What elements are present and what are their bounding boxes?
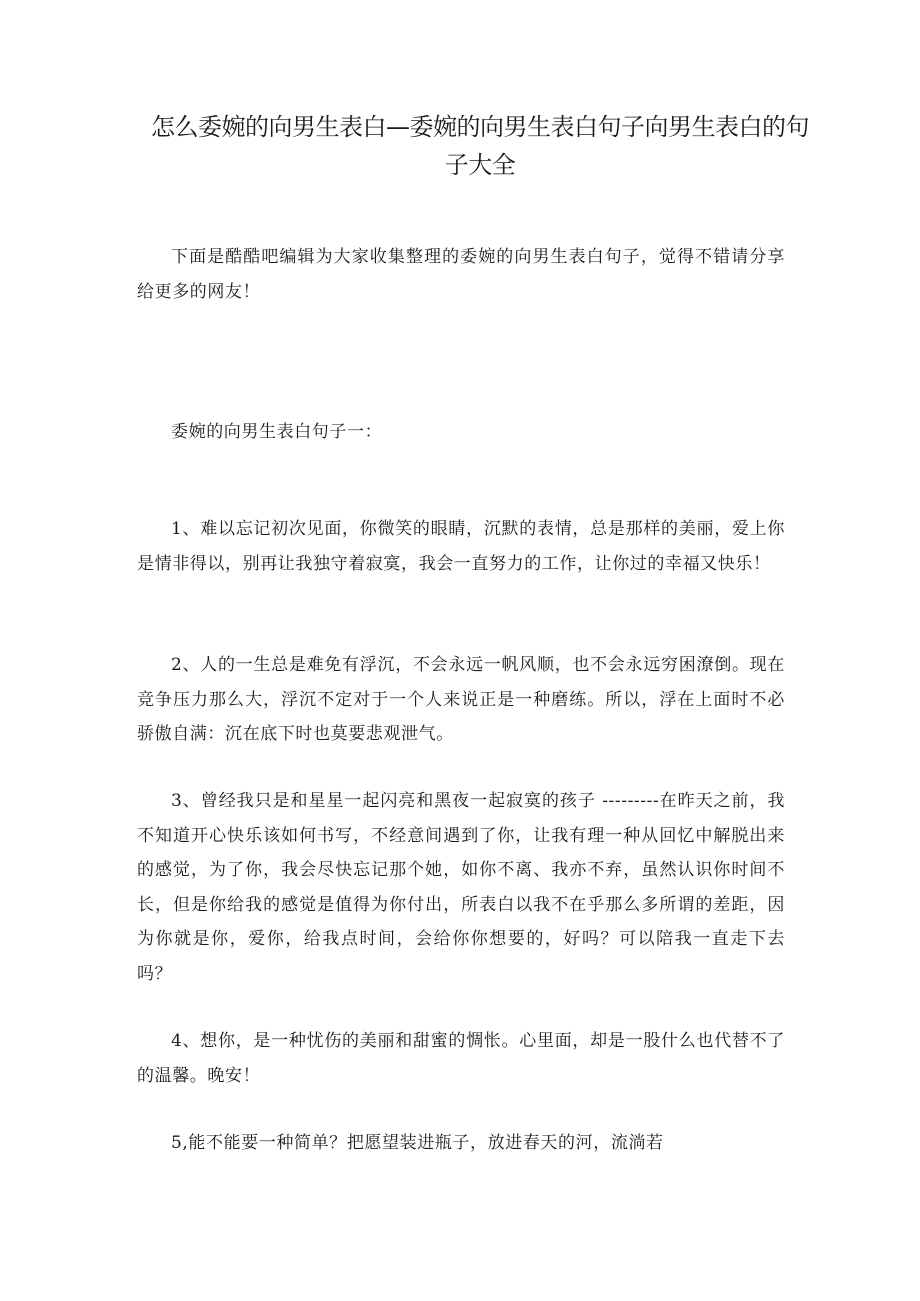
section-heading: 委婉的向男生表白句子一： <box>171 422 383 442</box>
intro-paragraph: 下面是酷酷吧编辑为大家收集整理的委婉的向男生表白句子，觉得不错请分享给更多的网友！ <box>137 247 785 302</box>
paragraph-2: 2、人的一生总是难免有浮沉，不会永远一帆风顺，也不会永远穷困潦倒。现在竞争压力那么大，浮沉不定对于一个人来说正是一种磨练。所以，浮在上面时不必骄傲自满：沉在底下时也莫要悲观泄气。 <box>137 655 785 744</box>
paragraph-1: 1、难以忘记初次见面，你微笑的眼睛，沉默的表情，总是那样的美丽，爱上你是情非得以，别再让我独守着寂寞，我会一直努力的工作，让你过的幸福又快乐！ <box>137 519 785 574</box>
paragraph-5: 5,能不能要一种简单？把愿望装进瓶子，放进春天的河，流淌若 <box>171 1133 664 1153</box>
paragraph-3: 3、曾经我只是和星星一起闪亮和黑夜一起寂寞的孩子 ---------在昨天之前，我不知道开心快乐该如何书写，不经意间遇到了你，让我有理一种从回忆中解脱出来的感觉，为了你，我会尽快忘记那个她，如你不离、我亦不弃，虽然认识你时间不长，但是你给我的感觉是值得为你付出，所表白以我不在乎那么多所谓的差距，因为你就是你，爱你，给我点时间，会给你你想要的，好吗？可以陪我一直走下去吗？ <box>137 791 785 984</box>
page-title: 怎么委婉的向男生表白—委婉的向男生表白句子向男生表白的句子大全 <box>151 113 809 179</box>
paragraph-4: 4、想你，是一种忧伤的美丽和甜蜜的惆怅。心里面，却是一股什么也代替不了的温馨。晚安！ <box>137 1031 785 1086</box>
